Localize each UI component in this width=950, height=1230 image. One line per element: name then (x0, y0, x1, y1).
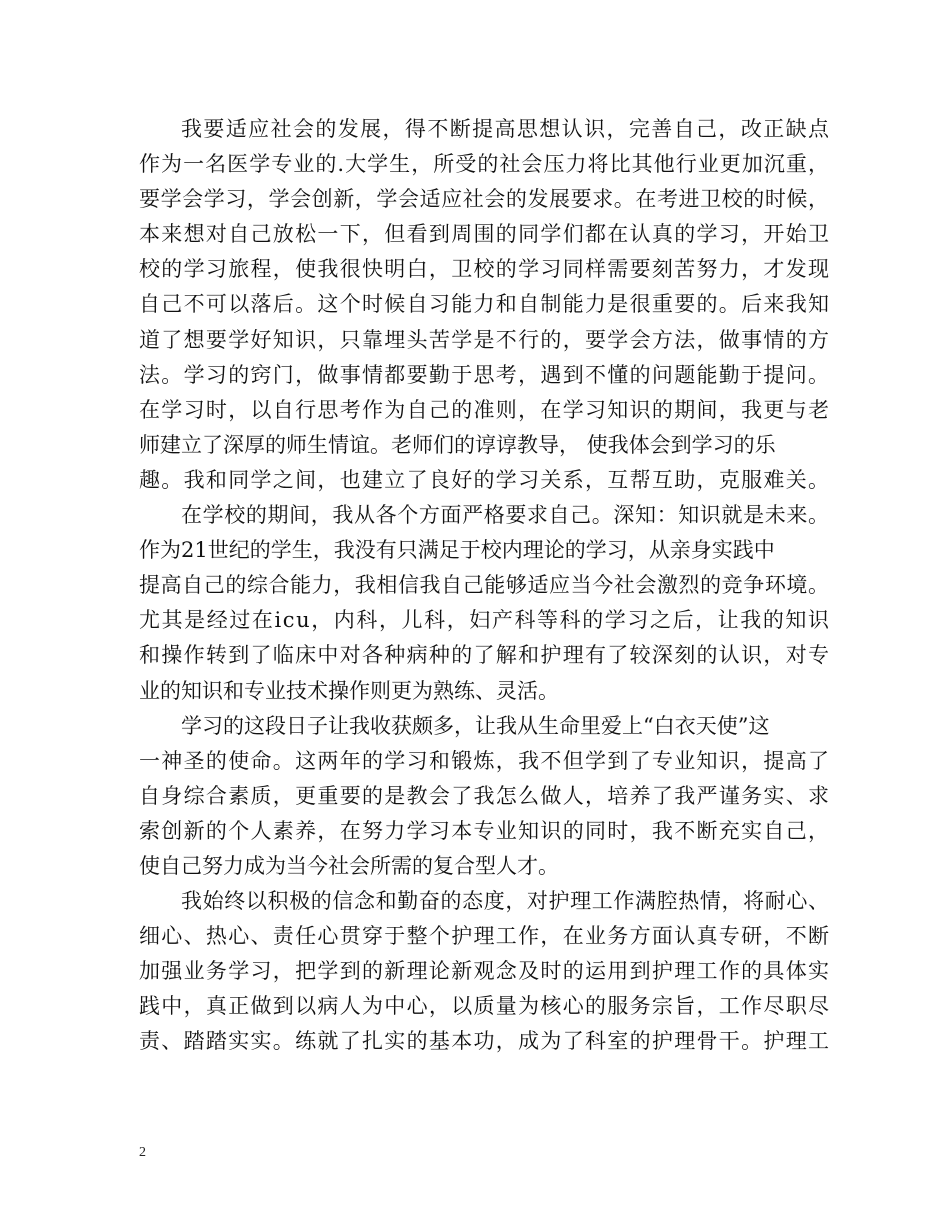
text-line: 法。学习的窍门，做事情都要勤于思考，遇到不懂的问题能勤于提问。 (139, 362, 831, 387)
text-line: 自身综合素质，更重要的是教会了我怎么做人，培养了我严谨务实、求 (139, 783, 831, 808)
text-line: 和操作转到了临床中对各种病种的了解和护理有了较深刻的认识，对专 (139, 643, 831, 668)
text-line: 我要适应社会的发展，得不断提高思想认识，完善自己，改正缺点 (181, 117, 831, 141)
text-line: 道了想要学好知识，只靠埋头苦学是不行的，要学会方法，做事情的方 (139, 327, 831, 352)
page-number: 2 (139, 1145, 146, 1160)
text-line: 细心、热心、责任心贯穿于整个护理工作，在业务方面认真专研，不断 (139, 924, 831, 949)
text-line: 本来想对自己放松一下，但看到周围的同学们都在认真的学习，开始卫 (139, 222, 831, 247)
text-line: 校的学习旅程，使我很快明白，卫校的学习同样需要刻苦努力，才发现 (139, 257, 831, 282)
text-line: 师建立了深厚的师生情谊。老师们的谆谆教导， 使我体会到学习的乐 (139, 432, 776, 457)
text-line: 作为21世纪的学生，我没有只满足于校内理论的学习，从亲身实践中 (139, 538, 775, 563)
text-line: 在学习时，以自行思考作为自己的准则，在学习知识的期间，我更与老 (139, 397, 831, 422)
text-line: 业的知识和专业技术操作则更为熟练、灵活。 (139, 678, 559, 703)
text-line: 使自己努力成为当今社会所需的复合型人才。 (139, 853, 559, 878)
text-line: 在学校的期间，我从各个方面严格要求自己。深知：知识就是未来。 (181, 503, 830, 528)
text-line: 尤其是经过在icu，内科，儿科，妇产科等科的学习之后，让我的知识 (139, 608, 831, 633)
text-line: 索创新的个人素养，在努力学习本专业知识的同时，我不断充实自己， (139, 818, 831, 843)
text-line: 责、踏踏实实。练就了扎实的基本功，成为了科室的护理骨干。护理工 (139, 1029, 831, 1054)
text-line: 要学会学习，学会创新，学会适应社会的发展要求。在考进卫校的时候， (139, 187, 830, 212)
body-text (139, 112, 829, 1060)
text-line: 我始终以积极的信念和勤奋的态度，对护理工作满腔热情，将耐心、 (181, 889, 830, 914)
text-line: 加强业务学习，把学到的新理论新观念及时的运用到护理工作的具体实 (139, 959, 831, 984)
text-line: 学习的这段日子让我收获颇多，让我从生命里爱上“白衣天使”这 (181, 713, 770, 738)
text-line: 作为一名医学专业的.大学生，所受的社会压力将比其他行业更加沉重， (139, 152, 831, 177)
text-line: 一神圣的使命。这两年的学习和锻炼，我不但学到了专业知识，提高了 (139, 748, 831, 773)
text-line: 自己不可以落后。这个时候自习能力和自制能力是很重要的。后来我知 (139, 292, 831, 317)
text-line: 践中，真正做到以病人为中心，以质量为核心的服务宗旨，工作尽职尽 (139, 994, 831, 1019)
text-line: 提高自己的综合能力，我相信我自己能够适应当今社会激烈的竞争环境。 (139, 573, 830, 598)
text-line: 趣。我和同学之间，也建立了良好的学习关系，互帮互助，克服难关。 (139, 467, 831, 492)
